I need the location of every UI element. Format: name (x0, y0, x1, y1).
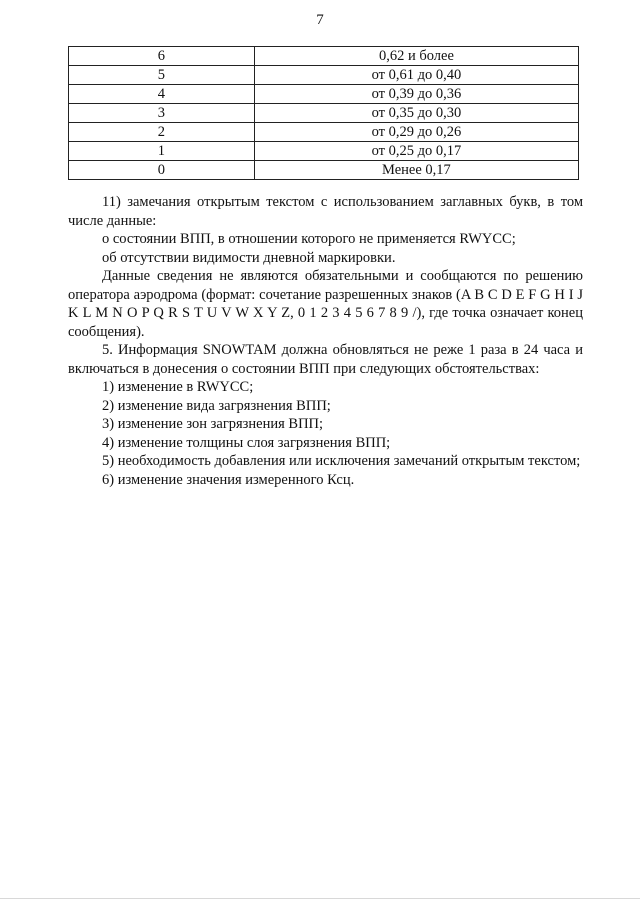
table-cell-code: 2 (69, 123, 255, 142)
table-row (69, 85, 579, 104)
friction-coefficient-table (68, 46, 579, 180)
table-cell-range: от 0,39 до 0,36 (254, 85, 578, 104)
table-row (69, 142, 579, 161)
list-item: 3) изменение зон загрязнения ВПП; (102, 416, 324, 432)
table-row (69, 66, 579, 85)
page-bottom-edge (0, 898, 640, 899)
table-cell-range: от 0,61 до 0,40 (254, 66, 578, 85)
table-cell-code: 1 (69, 142, 255, 161)
document-body (68, 193, 583, 489)
list-item: 6) изменение значения измеренного Ксц. (102, 471, 355, 488)
table-cell-code: 4 (69, 85, 255, 104)
list-item: 1) изменение в RWYCC; (102, 379, 254, 395)
page-number: 7 (316, 12, 324, 28)
table-cell-range: 0,62 и более (254, 47, 578, 66)
table-row (69, 47, 579, 66)
list-item: 4) изменение толщины слоя загрязнения ВПП; (102, 434, 391, 451)
table-cell-code: 0 (69, 161, 255, 180)
table-cell-code: 3 (69, 104, 255, 123)
paragraph-remarks: 11) замечания открытым текстом с использованием заглавных букв, в том числе данные: (68, 194, 583, 229)
paragraph-snowtam-update: 5. Информация SNOWTAM должна обновляться не реже 1 раза в 24 часа и включаться в донесения о состоянии ВПП при следующих обстоятельствах: (68, 342, 583, 377)
paragraph-day-marking: об отсутствии видимости дневной маркировки. (102, 249, 396, 266)
table-row (69, 161, 579, 180)
paragraph-optional-data: Данные сведения не являются обязательными и сообщаются по решению оператора аэродрома (формат: сочетание разрешенных знаков (A B C D E F G H I J K L M N O P Q R S T U V W X Y Z, 0 1 2 3 4 5 6 7 8 9 /), где точка означает конец сообщения). (68, 268, 583, 340)
table-cell-range: от 0,29 до 0,26 (254, 123, 578, 142)
table-cell-range: от 0,25 до 0,17 (254, 142, 578, 161)
paragraph-runway-state: о состоянии ВПП, в отношении которого не применяется RWYCC; (102, 231, 516, 247)
table-cell-code: 6 (69, 47, 255, 66)
table-cell-range: от 0,35 до 0,30 (254, 104, 578, 123)
table-cell-range: Менее 0,17 (254, 161, 578, 180)
list-item: 2) изменение вида загрязнения ВПП; (102, 397, 331, 414)
table-row (69, 123, 579, 142)
table-cell-code: 5 (69, 66, 255, 85)
list-item: 5) необходимость добавления или исключения замечаний открытым текстом; (102, 453, 581, 469)
table-row (69, 104, 579, 123)
